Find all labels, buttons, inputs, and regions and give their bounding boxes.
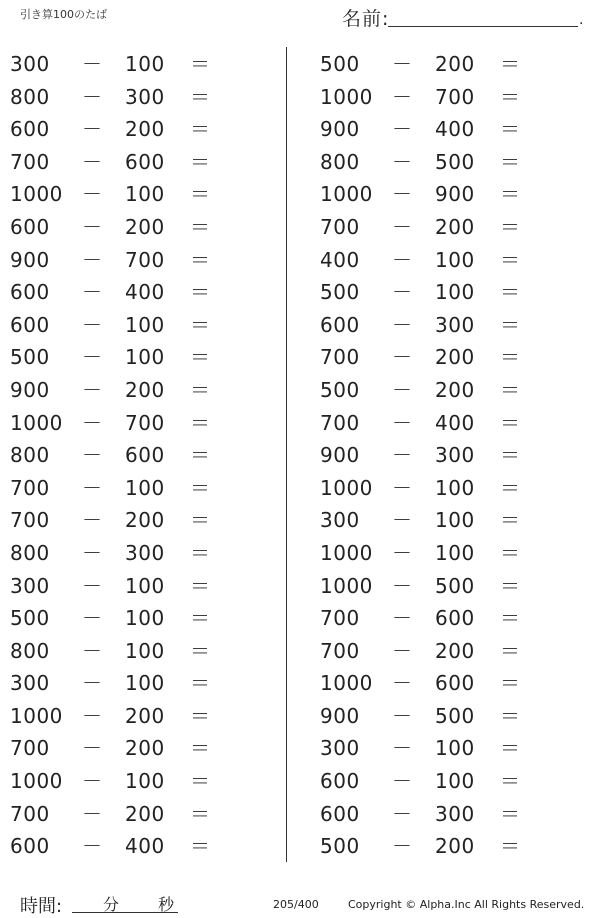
worksheet-title: 引き算100のたば [20,8,107,21]
subtrahend: 400 [435,117,475,142]
equals-sign: ＝ [500,410,520,435]
column-divider [286,47,287,862]
problem-row [10,178,240,211]
right-problem-column [320,48,550,863]
minus-sign: － [82,84,102,109]
subtrahend: 200 [125,508,165,533]
problem-row [10,635,240,668]
problem-row [10,407,240,440]
subtrahend: 200 [125,801,165,826]
minus-sign: － [392,345,412,370]
minuend: 500 [10,606,50,631]
equals-sign: ＝ [500,443,520,468]
equals-sign: ＝ [190,736,210,761]
subtrahend: 100 [125,52,165,76]
equals-sign: ＝ [190,703,210,728]
minus-sign: － [392,312,412,337]
minus-sign: － [82,508,102,533]
subtrahend: 100 [435,769,475,794]
equals-sign: ＝ [190,377,210,402]
problem-row [10,570,240,603]
equals-sign: ＝ [190,475,210,500]
minuend: 600 [320,769,360,794]
equals-sign: ＝ [190,573,210,598]
subtrahend: 400 [435,410,475,435]
equals-sign: ＝ [500,117,520,142]
subtrahend: 900 [435,182,475,207]
subtrahend: 100 [125,475,165,500]
minus-sign: － [82,214,102,239]
equals-sign: ＝ [500,280,520,305]
problem-row [320,732,550,765]
subtrahend: 600 [435,671,475,696]
problem-row [10,244,240,277]
minuend: 600 [320,801,360,826]
equals-sign: ＝ [500,671,520,696]
minus-sign: － [392,834,412,859]
minus-sign: － [82,769,102,794]
equals-sign: ＝ [500,769,520,794]
minuend: 900 [10,247,50,272]
minuend: 600 [10,834,50,859]
minus-sign: － [82,182,102,207]
minus-sign: － [392,52,412,76]
subtrahend: 100 [125,769,165,794]
minuend: 700 [320,345,360,370]
subtrahend: 200 [125,703,165,728]
minus-sign: － [82,410,102,435]
minus-sign: － [82,247,102,272]
equals-sign: ＝ [500,149,520,174]
subtrahend: 600 [435,606,475,631]
minus-sign: － [392,214,412,239]
minuend: 500 [10,345,50,370]
subtrahend: 100 [435,736,475,761]
equals-sign: ＝ [190,606,210,631]
problem-row [320,178,550,211]
subtrahend: 200 [435,377,475,402]
minus-sign: － [82,475,102,500]
minuend: 400 [320,247,360,272]
subtrahend: 500 [435,703,475,728]
problem-row [320,504,550,537]
minus-sign: － [82,736,102,761]
minus-sign: － [82,149,102,174]
problem-row [10,732,240,765]
problem-row [10,439,240,472]
problem-row [10,667,240,700]
minus-sign: － [82,801,102,826]
minuend: 600 [10,280,50,305]
problem-row [320,537,550,570]
subtrahend: 200 [125,377,165,402]
minuend: 800 [10,443,50,468]
equals-sign: ＝ [190,540,210,565]
minuend: 500 [320,280,360,305]
minus-sign: － [392,280,412,305]
equals-sign: ＝ [190,84,210,109]
minus-sign: － [392,377,412,402]
equals-sign: ＝ [500,345,520,370]
minus-sign: － [82,606,102,631]
problem-row [10,504,240,537]
minuend: 900 [320,443,360,468]
minuend: 1000 [320,671,373,696]
problem-row [320,81,550,114]
equals-sign: ＝ [190,149,210,174]
name-end-dot: . [579,12,584,28]
problem-row [10,830,240,863]
problem-row [10,798,240,831]
problem-row [10,146,240,179]
problem-row [320,211,550,244]
minuend: 800 [320,149,360,174]
problem-row [10,602,240,635]
problem-row [320,48,550,81]
subtrahend: 400 [125,280,165,305]
problem-row [320,309,550,342]
name-field[interactable] [342,4,587,30]
equals-sign: ＝ [190,801,210,826]
minus-sign: － [392,638,412,663]
minus-sign: － [392,606,412,631]
minuend: 1000 [320,475,373,500]
equals-sign: ＝ [190,638,210,663]
equals-sign: ＝ [500,638,520,663]
minus-sign: － [82,280,102,305]
minuend: 700 [10,508,50,533]
footer [0,888,600,916]
problem-row [320,341,550,374]
minuend: 800 [10,638,50,663]
minus-sign: － [82,377,102,402]
minuend: 600 [10,312,50,337]
problem-row [320,798,550,831]
time-label: 時間: [20,896,63,917]
page-number: 205/400 [273,898,319,911]
minuend: 500 [320,834,360,859]
minus-sign: － [392,182,412,207]
minus-sign: － [392,573,412,598]
equals-sign: ＝ [500,312,520,337]
equals-sign: ＝ [190,834,210,859]
minuend: 300 [320,736,360,761]
problem-row [320,113,550,146]
minus-sign: － [82,573,102,598]
subtrahend: 200 [125,736,165,761]
subtrahend: 100 [125,312,165,337]
minuend: 1000 [10,410,63,435]
minus-sign: － [392,149,412,174]
minuend: 700 [320,638,360,663]
problem-row [320,407,550,440]
subtrahend: 300 [435,801,475,826]
equals-sign: ＝ [500,540,520,565]
subtrahend: 400 [125,834,165,859]
subtrahend: 700 [125,247,165,272]
subtrahend: 100 [125,671,165,696]
subtrahend: 200 [435,214,475,239]
minuend: 600 [320,312,360,337]
minuend: 1000 [320,84,373,109]
problem-row [320,635,550,668]
minuend: 1000 [320,540,373,565]
minus-sign: － [82,345,102,370]
subtrahend: 200 [125,117,165,142]
minuend: 1000 [10,703,63,728]
problem-row [320,439,550,472]
subtrahend: 100 [125,573,165,598]
equals-sign: ＝ [190,671,210,696]
problem-row [10,309,240,342]
subtrahend: 700 [125,410,165,435]
minus-sign: － [392,540,412,565]
minuend: 700 [320,410,360,435]
subtrahend: 500 [435,149,475,174]
equals-sign: ＝ [190,214,210,239]
minuend: 700 [10,475,50,500]
subtrahend: 100 [435,247,475,272]
minuend: 300 [10,671,50,696]
minuend: 700 [320,606,360,631]
subtrahend: 100 [435,508,475,533]
subtrahend: 200 [435,52,475,76]
subtrahend: 100 [125,182,165,207]
problem-row [320,830,550,863]
minuend: 900 [10,377,50,402]
problem-row [320,570,550,603]
subtrahend: 100 [125,606,165,631]
minuend: 300 [320,508,360,533]
name-underline [388,26,578,27]
problem-row [320,602,550,635]
minuend: 900 [320,703,360,728]
equals-sign: ＝ [190,443,210,468]
minuend: 700 [320,214,360,239]
equals-sign: ＝ [190,312,210,337]
minus-sign: － [82,703,102,728]
equals-sign: ＝ [500,247,520,272]
subtrahend: 300 [435,312,475,337]
equals-sign: ＝ [190,117,210,142]
equals-sign: ＝ [190,52,210,76]
subtrahend: 200 [435,638,475,663]
problem-row [10,341,240,374]
problem-row [10,765,240,798]
minus-sign: － [392,475,412,500]
minus-sign: － [82,540,102,565]
problem-row [10,211,240,244]
problem-row [320,765,550,798]
minus-sign: － [392,247,412,272]
minuend: 700 [10,801,50,826]
minuend: 700 [10,149,50,174]
minus-sign: － [82,671,102,696]
equals-sign: ＝ [190,410,210,435]
minuend: 1000 [320,182,373,207]
problem-row [320,276,550,309]
equals-sign: ＝ [190,182,210,207]
subtrahend: 200 [435,345,475,370]
equals-sign: ＝ [190,508,210,533]
minuend: 800 [10,84,50,109]
equals-sign: ＝ [500,801,520,826]
minus-sign: － [82,443,102,468]
equals-sign: ＝ [190,247,210,272]
subtrahend: 100 [435,280,475,305]
problem-row [10,48,240,81]
minus-sign: － [392,703,412,728]
equals-sign: ＝ [500,475,520,500]
equals-sign: ＝ [500,52,520,76]
minus-sign: － [392,769,412,794]
minus-sign: － [392,117,412,142]
seconds-label: 秒 [158,895,175,914]
left-problem-column [10,48,240,863]
subtrahend: 300 [435,443,475,468]
minuend: 500 [320,52,360,76]
equals-sign: ＝ [500,214,520,239]
subtrahend: 600 [125,443,165,468]
minuend: 600 [10,214,50,239]
problem-row [10,472,240,505]
subtrahend: 200 [435,834,475,859]
minus-sign: － [82,638,102,663]
minus-sign: － [392,410,412,435]
minuend: 800 [10,540,50,565]
problem-row [320,244,550,277]
minuend: 500 [320,377,360,402]
minus-sign: － [392,443,412,468]
minuend: 1000 [10,769,63,794]
minuend: 900 [320,117,360,142]
subtrahend: 600 [125,149,165,174]
subtrahend: 700 [435,84,475,109]
minus-sign: － [392,736,412,761]
minus-sign: － [392,801,412,826]
problem-row [10,81,240,114]
problem-row [320,472,550,505]
minus-sign: － [392,671,412,696]
problem-row [320,374,550,407]
subtrahend: 300 [125,84,165,109]
problem-row [10,276,240,309]
equals-sign: ＝ [500,182,520,207]
subtrahend: 100 [435,475,475,500]
equals-sign: ＝ [500,508,520,533]
minuend: 600 [10,117,50,142]
equals-sign: ＝ [500,703,520,728]
minus-sign: － [82,834,102,859]
minus-sign: － [392,508,412,533]
problem-row [10,113,240,146]
minus-sign: － [82,52,102,76]
subtrahend: 200 [125,214,165,239]
problem-row [320,700,550,733]
minus-sign: － [392,84,412,109]
equals-sign: ＝ [190,345,210,370]
equals-sign: ＝ [190,769,210,794]
minuend: 700 [10,736,50,761]
equals-sign: ＝ [500,377,520,402]
minuend: 1000 [320,573,373,598]
equals-sign: ＝ [500,84,520,109]
copyright: Copyright © Alpha.Inc All Rights Reserved. [348,898,585,911]
subtrahend: 100 [125,638,165,663]
minutes-label: 分 [103,895,120,914]
problem-row [320,146,550,179]
equals-sign: ＝ [500,834,520,859]
equals-sign: ＝ [190,280,210,305]
problem-row [10,374,240,407]
equals-sign: ＝ [500,736,520,761]
subtrahend: 300 [125,540,165,565]
equals-sign: ＝ [500,573,520,598]
minus-sign: － [82,117,102,142]
problem-row [10,537,240,570]
subtrahend: 500 [435,573,475,598]
problem-row [10,700,240,733]
equals-sign: ＝ [500,606,520,631]
minus-sign: － [82,312,102,337]
name-label: 名前: [342,8,390,30]
minuend: 1000 [10,182,63,207]
subtrahend: 100 [435,540,475,565]
minuend: 300 [10,52,50,76]
problem-row [320,667,550,700]
subtrahend: 100 [125,345,165,370]
minuend: 300 [10,573,50,598]
